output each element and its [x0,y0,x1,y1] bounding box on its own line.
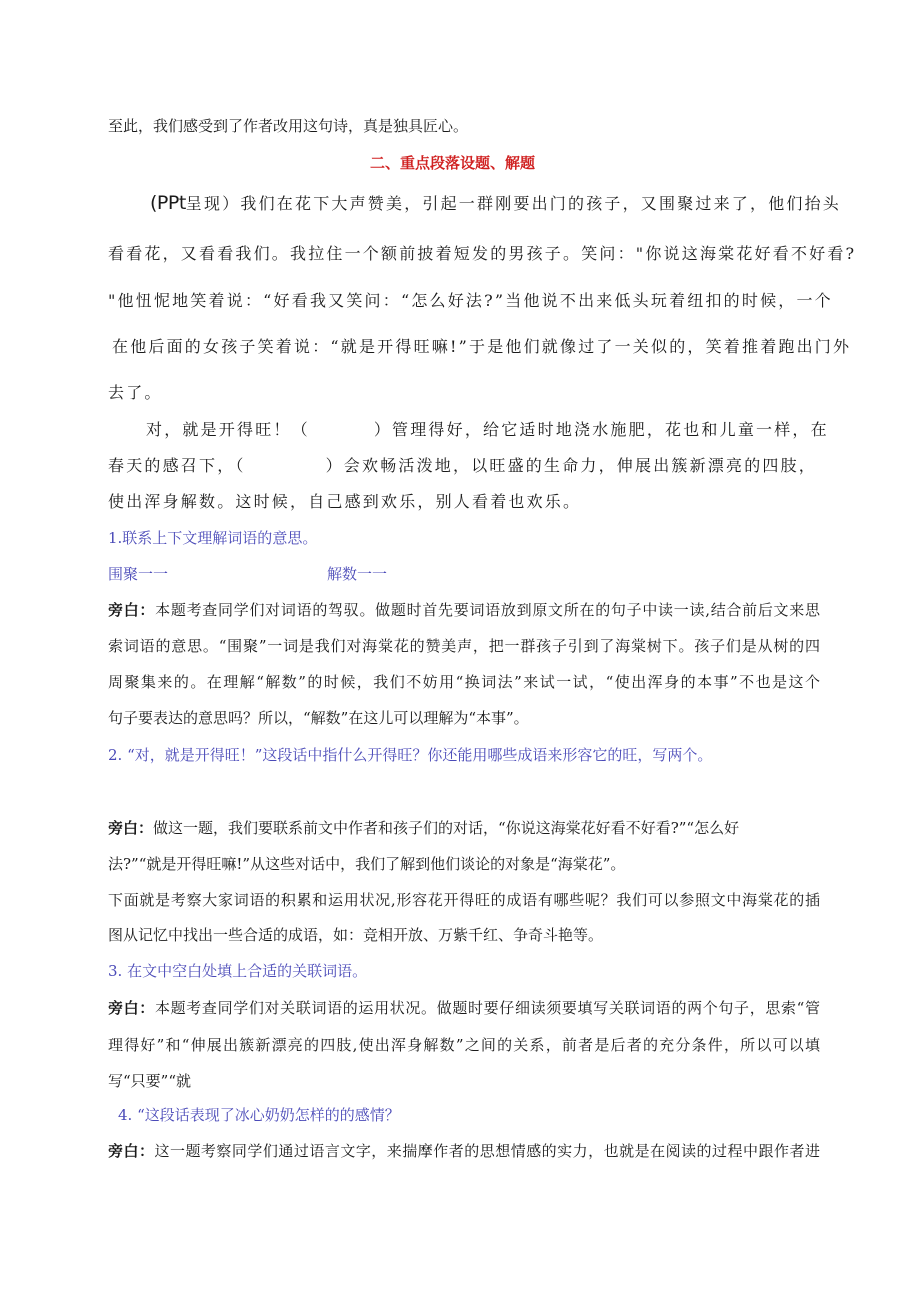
q4-aside-line-1: 旁白：这一题考察同学们通过语言文字，来揣摩作者的思想情感的实力，也就是在阅读的过程中跟作者进 [108,1142,820,1160]
q2-aside-line-1: 旁白：做这一题，我们要联系前文中作者和孩子们的对话，“你说这海棠花好看不好看?”“怎么好 [108,819,740,837]
q1-aside-line-1: 旁白：本题考查同学们对词语的驾驭。做题时首先要词语放到原文所在的句子中读一读,结合前后文来思 [108,601,820,619]
intro-line: 至此，我们感受到了作者改用这句诗，真是独具匠心。 [108,117,469,135]
q1-term-1: 围聚一一 [108,565,169,583]
q2-aside-line-2: 法?”“就是开得旺嘛!”从这些对话中，我们了解到他们谈论的对象是“海棠花”。 [108,855,626,873]
q1-title: 1.联系上下文理解词语的意思。 [108,529,318,547]
q3-title: 3. 在文中空白处填上合适的关联词语。 [108,962,368,980]
q3-aside-line-2: 理得好”和“伸展出簇新漂亮的四肢,使出浑身解数”之间的关系，前者是后者的充分条件，所以可以填 [108,1036,820,1054]
q2-aside-line-3: 下面就是考察大家词语的积累和运用状况,形容花开得旺的成语有哪些呢？我们可以参照文中海棠花的插 [108,891,820,909]
q1-term-2: 解数一一 [327,565,388,583]
fill-line-1: 对，就是开得旺！（ ）管理得好，给它适时地浇水施肥，花也和儿童一样，在 [146,420,829,439]
q3-aside-line-3: 写“只要”“就 [108,1072,192,1090]
q2-aside-line-4: 图从记忆中找出一些合适的成语，如：竞相开放、万紫千红、争奇斗艳等。 [108,926,604,944]
fill-line-2: 春天的感召下，（ ）会欢畅活泼地，以旺盛的生命力，伸展出簇新漂亮的四肢， [108,456,818,475]
fill-line-3: 使出浑身解数。这时候，自己感到欢乐，别人看着也欢乐。 [108,492,582,511]
q4-title: 4. “这段话表现了冰心奶奶怎样的的感情？ [118,1106,400,1124]
q1-aside-line-2: 索词语的意思。“围聚”一词是我们对海棠花的赞美声，把一群孩子引到了海棠树下。孩子们是从树的四 [108,637,820,655]
passage-line-1-text: 呈现）我们在花下大声赞美，引起一群刚要出门的孩子，又围聚过来了，他们抬头 [185,194,841,213]
passage-line-3: "他忸怩地笑着说：“好看我又笑问：“怎么好法?”当他说不出来低头玩着纽扣的时候，一个 [108,291,833,310]
passage-line-2: 看看花，又看看我们。我拉住一个额前披着短发的男孩子。笑问："你说这海棠花好看不好看? [108,244,857,263]
ppt-tag: (PPt [150,192,186,214]
section-heading: 二、重点段落设题、解题 [370,154,536,172]
q3-aside-line-1: 旁白：本题考查同学们对关联词语的运用状况。做题时要仔细读须要填写关联词语的两个句子，思索“管 [108,999,820,1017]
q1-aside-line-3: 周聚集来的。在理解“解数”的时候，我们不妨用“换词法”来试一试，“使出浑身的本事”不也是这个 [108,673,820,691]
passage-line-1 [150,192,841,214]
q1-aside-line-4: 句子要表达的意思吗？所以，“解数”在这儿可以理解为“本事”。 [108,709,529,727]
passage-line-5: 去了。 [108,383,163,402]
q2-title: 2. “对，就是开得旺！”这段话中指什么开得旺？你还能用哪些成语来形容它的旺，写两个。 [108,746,713,764]
passage-line-4: 在他后面的女孩子笑着说：“就是开得旺嘛!”于是他们就像过了一关似的，笑着推着跑出门外 [112,337,852,356]
